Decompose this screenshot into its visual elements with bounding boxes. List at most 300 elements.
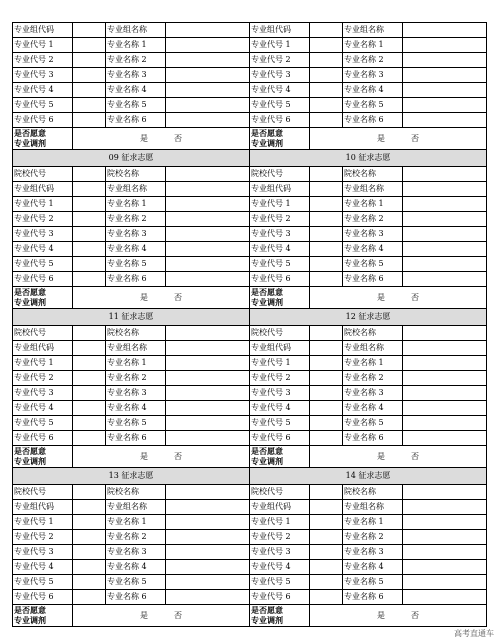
vol0-group-right-input-a[interactable]	[310, 182, 343, 197]
top-major-3-right-input-b[interactable]	[403, 68, 487, 83]
vol0-major-5-left-label-b: 专业名称 5	[106, 257, 166, 272]
vol0-school-right-label-a: 院校代号	[250, 167, 310, 182]
top-right-adjust-label: 是否愿意 专业调剂	[250, 128, 310, 150]
top-major-3-left-label-a: 专业代号 3	[13, 68, 73, 83]
vol2-major-6-right-input-a[interactable]	[310, 590, 343, 605]
vol1-left-adjust-label: 是否愿意 专业调剂	[13, 446, 73, 468]
top-major-5-right-label-b: 专业名称 5	[343, 98, 403, 113]
vol0-school-left-input-b[interactable]	[166, 167, 250, 182]
vol0-major-5-left-input-a[interactable]	[73, 257, 106, 272]
volunteer-header-row	[13, 309, 487, 326]
vol0-major-3-left-label-b: 专业名称 3	[106, 227, 166, 242]
top-major-2-left-label-a: 专业代号 2	[13, 53, 73, 68]
vol2-right-adjust-label: 是否愿意 专业调剂	[250, 605, 310, 627]
top-major-2-right-input-a[interactable]	[310, 53, 343, 68]
top-major-1-left-label-a: 专业代号 1	[13, 38, 73, 53]
top-major-6-left-input-a[interactable]	[73, 113, 106, 128]
adjustment-row	[13, 446, 487, 468]
vol0-major-3-left-input-b[interactable]	[166, 227, 250, 242]
top-group-right-label-a: 专业组代码	[250, 23, 310, 38]
vol0-major-2-right-label-a: 专业代号 2	[250, 212, 310, 227]
no-option[interactable]: 否	[411, 292, 419, 302]
vol1-group-left-input-b[interactable]	[166, 341, 250, 356]
top-major-1-right-label-b: 专业名称 1	[343, 38, 403, 53]
vol0-major-6-left-label-b: 专业名称 6	[106, 272, 166, 287]
vol0-major-2-right-input-a[interactable]	[310, 212, 343, 227]
vol1-major-3-right-input-a[interactable]	[310, 386, 343, 401]
vol0-major-3-right-input-b[interactable]	[403, 227, 487, 242]
vol2-major-5-right-label-a: 专业代号 5	[250, 575, 310, 590]
top-major-6-left-input-b[interactable]	[166, 113, 250, 128]
vol1-right-adjust-choice[interactable]	[310, 446, 487, 468]
top-group-left-input-a[interactable]	[73, 23, 106, 38]
vol1-major-1-right-input-a[interactable]	[310, 356, 343, 371]
top-major-6-right-input-a[interactable]	[310, 113, 343, 128]
top-major-2-right-label-a: 专业代号 2	[250, 53, 310, 68]
vol0-major-4-left-input-b[interactable]	[166, 242, 250, 257]
vol0-major-2-right-input-b[interactable]	[403, 212, 487, 227]
vol2-major-3-right-input-b[interactable]	[403, 545, 487, 560]
vol2-major-5-right-input-b[interactable]	[403, 575, 487, 590]
vol0-major-2-left-label-a: 专业代号 2	[13, 212, 73, 227]
vol2-major-2-right-label-b: 专业名称 2	[343, 530, 403, 545]
vol2-major-3-left-label-b: 专业名称 3	[106, 545, 166, 560]
watermark-text: 高考直通车	[454, 629, 494, 638]
top-major-4-right-input-a[interactable]	[310, 83, 343, 98]
vol0-group-right-input-b[interactable]	[403, 182, 487, 197]
vol0-major-5-left-input-b[interactable]	[166, 257, 250, 272]
vol2-school-left-input-a[interactable]	[73, 485, 106, 500]
vol1-school-left-input-a[interactable]	[73, 326, 106, 341]
vol1-major-2-left-input-b[interactable]	[166, 371, 250, 386]
vol0-major-1-right-label-a: 专业代号 1	[250, 197, 310, 212]
top-major-6-left-label-a: 专业代号 6	[13, 113, 73, 128]
vol2-school-right-input-a[interactable]	[310, 485, 343, 500]
vol1-major-1-right-label-b: 专业名称 1	[343, 356, 403, 371]
vol2-major-4-left-label-a: 专业代号 4	[13, 560, 73, 575]
adjustment-row	[13, 287, 487, 309]
form-row	[13, 23, 487, 38]
vol0-major-2-left-input-b[interactable]	[166, 212, 250, 227]
form-row	[13, 401, 487, 416]
vol2-major-5-left-input-a[interactable]	[73, 575, 106, 590]
vol0-major-5-right-label-a: 专业代号 5	[250, 257, 310, 272]
top-major-2-left-label-b: 专业名称 2	[106, 53, 166, 68]
top-major-1-left-input-b[interactable]	[166, 38, 250, 53]
vol1-major-1-left-label-a: 专业代号 1	[13, 356, 73, 371]
vol1-major-6-right-input-b[interactable]	[403, 431, 487, 446]
vol1-group-left-label-a: 专业组代码	[13, 341, 73, 356]
top-major-4-left-label-b: 专业名称 4	[106, 83, 166, 98]
form-row	[13, 530, 487, 545]
no-option[interactable]: 否	[411, 133, 419, 143]
vol0-major-2-left-label-b: 专业名称 2	[106, 212, 166, 227]
volunteer-title-right: 14 征求志愿	[250, 468, 487, 485]
adjustment-row	[13, 128, 487, 150]
vol2-major-4-right-input-b[interactable]	[403, 560, 487, 575]
vol1-major-4-right-label-b: 专业名称 4	[343, 401, 403, 416]
vol1-school-right-label-b: 院校名称	[343, 326, 403, 341]
yes-option[interactable]: 是	[377, 133, 385, 143]
form-row	[13, 197, 487, 212]
top-group-left-label-b: 专业组名称	[106, 23, 166, 38]
vol0-major-2-left-input-a[interactable]	[73, 212, 106, 227]
vol1-school-left-input-b[interactable]	[166, 326, 250, 341]
vol2-group-left-label-a: 专业组代码	[13, 500, 73, 515]
form-row	[13, 68, 487, 83]
top-major-4-right-input-b[interactable]	[403, 83, 487, 98]
form-row	[13, 575, 487, 590]
form-row	[13, 242, 487, 257]
vol1-major-5-right-label-a: 专业代号 5	[250, 416, 310, 431]
vol0-major-6-right-input-b[interactable]	[403, 272, 487, 287]
vol2-major-6-left-label-b: 专业名称 6	[106, 590, 166, 605]
vol2-major-5-left-label-b: 专业名称 5	[106, 575, 166, 590]
top-major-3-right-label-b: 专业名称 3	[343, 68, 403, 83]
volunteer-form-table	[12, 22, 487, 627]
vol2-major-3-left-input-b[interactable]	[166, 545, 250, 560]
vol0-major-4-left-label-b: 专业名称 4	[106, 242, 166, 257]
vol1-major-4-left-input-b[interactable]	[166, 401, 250, 416]
vol2-major-6-left-label-a: 专业代号 6	[13, 590, 73, 605]
vol1-major-3-right-label-a: 专业代号 3	[250, 386, 310, 401]
vol0-major-6-right-input-a[interactable]	[310, 272, 343, 287]
vol2-major-3-left-label-a: 专业代号 3	[13, 545, 73, 560]
vol2-major-6-left-input-a[interactable]	[73, 590, 106, 605]
vol2-school-left-label-b: 院校名称	[106, 485, 166, 500]
vol0-right-adjust-choice[interactable]	[310, 287, 487, 309]
form-row	[13, 590, 487, 605]
top-group-right-input-a[interactable]	[310, 23, 343, 38]
vol0-major-1-left-label-b: 专业名称 1	[106, 197, 166, 212]
vol1-school-right-input-a[interactable]	[310, 326, 343, 341]
volunteer-title-left: 13 征求志愿	[13, 468, 250, 485]
vol1-major-3-left-label-b: 专业名称 3	[106, 386, 166, 401]
top-major-4-left-input-b[interactable]	[166, 83, 250, 98]
vol0-school-left-label-a: 院校代号	[13, 167, 73, 182]
vol1-major-1-left-input-a[interactable]	[73, 356, 106, 371]
form-row	[13, 182, 487, 197]
vol0-major-1-left-label-a: 专业代号 1	[13, 197, 73, 212]
vol1-group-right-input-b[interactable]	[403, 341, 487, 356]
top-group-right-label-b: 专业组名称	[343, 23, 403, 38]
form-row	[13, 38, 487, 53]
vol1-right-adjust-label: 是否愿意 专业调剂	[250, 446, 310, 468]
vol1-major-5-right-input-a[interactable]	[310, 416, 343, 431]
vol0-major-5-right-input-a[interactable]	[310, 257, 343, 272]
form-row	[13, 416, 487, 431]
no-option[interactable]: 否	[174, 610, 182, 620]
form-row	[13, 257, 487, 272]
vol2-left-adjust-label: 是否愿意 专业调剂	[13, 605, 73, 627]
vol2-major-2-right-input-a[interactable]	[310, 530, 343, 545]
vol2-major-1-left-input-b[interactable]	[166, 515, 250, 530]
vol0-major-4-right-label-a: 专业代号 4	[250, 242, 310, 257]
vol1-major-1-right-input-b[interactable]	[403, 356, 487, 371]
vol2-major-3-right-label-b: 专业名称 3	[343, 545, 403, 560]
top-major-5-right-input-b[interactable]	[403, 98, 487, 113]
vol1-major-3-left-input-a[interactable]	[73, 386, 106, 401]
vol2-major-2-right-input-b[interactable]	[403, 530, 487, 545]
top-major-1-right-label-a: 专业代号 1	[250, 38, 310, 53]
top-major-2-left-input-b[interactable]	[166, 53, 250, 68]
vol1-major-6-left-label-b: 专业名称 6	[106, 431, 166, 446]
vol0-school-left-label-b: 院校名称	[106, 167, 166, 182]
yes-option[interactable]: 是	[377, 451, 385, 461]
vol0-school-right-input-b[interactable]	[403, 167, 487, 182]
top-major-6-right-input-b[interactable]	[403, 113, 487, 128]
form-row	[13, 167, 487, 182]
form-row	[13, 485, 487, 500]
vol0-school-right-input-a[interactable]	[310, 167, 343, 182]
volunteer-title-right: 12 征求志愿	[250, 309, 487, 326]
vol1-major-6-left-input-a[interactable]	[73, 431, 106, 446]
top-right-adjust-choice[interactable]	[310, 128, 487, 150]
vol2-major-3-right-input-a[interactable]	[310, 545, 343, 560]
top-major-4-right-label-a: 专业代号 4	[250, 83, 310, 98]
vol2-group-left-input-a[interactable]	[73, 500, 106, 515]
vol0-major-1-right-input-b[interactable]	[403, 197, 487, 212]
top-major-2-left-input-a[interactable]	[73, 53, 106, 68]
vol0-major-6-right-label-b: 专业名称 6	[343, 272, 403, 287]
vol2-major-1-right-input-a[interactable]	[310, 515, 343, 530]
form-row	[13, 98, 487, 113]
top-major-1-left-input-a[interactable]	[73, 38, 106, 53]
vol2-group-right-input-b[interactable]	[403, 500, 487, 515]
vol2-major-6-right-label-a: 专业代号 6	[250, 590, 310, 605]
volunteer-header-row	[13, 468, 487, 485]
form-row	[13, 212, 487, 227]
vol2-group-right-input-a[interactable]	[310, 500, 343, 515]
vol2-school-right-input-b[interactable]	[403, 485, 487, 500]
vol0-major-1-right-label-b: 专业名称 1	[343, 197, 403, 212]
vol0-group-left-input-b[interactable]	[166, 182, 250, 197]
top-left-adjust-label: 是否愿意 专业调剂	[13, 128, 73, 150]
top-major-1-right-input-a[interactable]	[310, 38, 343, 53]
form-row	[13, 386, 487, 401]
yes-option[interactable]: 是	[377, 292, 385, 302]
vol0-major-2-right-label-b: 专业名称 2	[343, 212, 403, 227]
vol2-major-1-left-label-a: 专业代号 1	[13, 515, 73, 530]
vol1-major-2-right-input-a[interactable]	[310, 371, 343, 386]
top-major-3-right-input-a[interactable]	[310, 68, 343, 83]
vol1-school-left-label-a: 院校代号	[13, 326, 73, 341]
vol1-major-4-right-input-b[interactable]	[403, 401, 487, 416]
top-major-3-left-input-b[interactable]	[166, 68, 250, 83]
top-major-6-right-label-b: 专业名称 6	[343, 113, 403, 128]
top-major-2-right-label-b: 专业名称 2	[343, 53, 403, 68]
vol0-major-3-right-input-a[interactable]	[310, 227, 343, 242]
vol2-major-5-right-input-a[interactable]	[310, 575, 343, 590]
vol2-school-left-label-a: 院校代号	[13, 485, 73, 500]
form-row	[13, 227, 487, 242]
vol1-major-6-left-input-b[interactable]	[166, 431, 250, 446]
top-major-1-right-input-b[interactable]	[403, 38, 487, 53]
vol1-major-3-right-input-b[interactable]	[403, 386, 487, 401]
vol1-major-5-left-input-b[interactable]	[166, 416, 250, 431]
vol0-major-4-left-input-a[interactable]	[73, 242, 106, 257]
vol0-group-left-label-b: 专业组名称	[106, 182, 166, 197]
vol0-group-left-label-a: 专业组代码	[13, 182, 73, 197]
vol1-major-2-left-input-a[interactable]	[73, 371, 106, 386]
vol1-major-5-left-input-a[interactable]	[73, 416, 106, 431]
no-option[interactable]: 否	[174, 292, 182, 302]
vol2-group-left-input-b[interactable]	[166, 500, 250, 515]
vol2-group-left-label-b: 专业组名称	[106, 500, 166, 515]
vol0-major-6-left-input-b[interactable]	[166, 272, 250, 287]
volunteer-header-row	[13, 150, 487, 167]
volunteer-title-left: 11 征求志愿	[13, 309, 250, 326]
form-row	[13, 431, 487, 446]
vol0-left-adjust-choice[interactable]	[73, 287, 250, 309]
top-major-4-left-input-a[interactable]	[73, 83, 106, 98]
vol2-major-2-left-input-b[interactable]	[166, 530, 250, 545]
top-major-3-right-label-a: 专业代号 3	[250, 68, 310, 83]
vol1-major-2-right-label-b: 专业名称 2	[343, 371, 403, 386]
vol2-major-3-left-input-a[interactable]	[73, 545, 106, 560]
vol0-major-5-right-label-b: 专业名称 5	[343, 257, 403, 272]
vol0-major-1-left-input-a[interactable]	[73, 197, 106, 212]
vol1-major-2-right-input-b[interactable]	[403, 371, 487, 386]
vol2-major-4-left-input-b[interactable]	[166, 560, 250, 575]
vol2-major-6-right-label-b: 专业名称 6	[343, 590, 403, 605]
volunteer-title-right: 10 征求志愿	[250, 150, 487, 167]
no-option[interactable]: 否	[174, 451, 182, 461]
vol0-major-5-right-input-b[interactable]	[403, 257, 487, 272]
vol2-major-4-right-label-a: 专业代号 4	[250, 560, 310, 575]
vol1-group-left-input-a[interactable]	[73, 341, 106, 356]
vol2-major-4-left-label-b: 专业名称 4	[106, 560, 166, 575]
volunteer-title-left: 09 征求志愿	[13, 150, 250, 167]
vol1-major-2-right-label-a: 专业代号 2	[250, 371, 310, 386]
top-major-5-left-input-a[interactable]	[73, 98, 106, 113]
vol2-major-2-right-label-a: 专业代号 2	[250, 530, 310, 545]
top-left-adjust-choice[interactable]	[73, 128, 250, 150]
yes-option[interactable]: 是	[140, 610, 148, 620]
vol2-school-right-label-b: 院校名称	[343, 485, 403, 500]
vol2-right-adjust-choice[interactable]	[310, 605, 487, 627]
vol2-major-4-right-label-b: 专业名称 4	[343, 560, 403, 575]
vol0-major-4-right-input-a[interactable]	[310, 242, 343, 257]
vol0-major-3-right-label-a: 专业代号 3	[250, 227, 310, 242]
no-option[interactable]: 否	[174, 133, 182, 143]
vol2-group-right-label-a: 专业组代码	[250, 500, 310, 515]
vol1-major-3-left-input-b[interactable]	[166, 386, 250, 401]
vol1-major-1-right-label-a: 专业代号 1	[250, 356, 310, 371]
vol0-major-3-right-label-b: 专业名称 3	[343, 227, 403, 242]
vol1-major-6-right-input-a[interactable]	[310, 431, 343, 446]
top-major-5-right-label-a: 专业代号 5	[250, 98, 310, 113]
no-option[interactable]: 否	[411, 610, 419, 620]
vol2-major-1-right-label-b: 专业名称 1	[343, 515, 403, 530]
vol1-major-2-left-label-a: 专业代号 2	[13, 371, 73, 386]
yes-option[interactable]: 是	[140, 133, 148, 143]
vol0-major-3-left-input-a[interactable]	[73, 227, 106, 242]
form-row	[13, 341, 487, 356]
yes-option[interactable]: 是	[377, 610, 385, 620]
form-row	[13, 560, 487, 575]
vol2-major-1-left-input-a[interactable]	[73, 515, 106, 530]
top-group-right-input-b[interactable]	[403, 23, 487, 38]
yes-option[interactable]: 是	[140, 451, 148, 461]
top-group-left-label-a: 专业组代码	[13, 23, 73, 38]
vol2-major-6-right-input-b[interactable]	[403, 590, 487, 605]
vol1-group-right-input-a[interactable]	[310, 341, 343, 356]
top-major-6-left-label-b: 专业名称 6	[106, 113, 166, 128]
vol0-left-adjust-label: 是否愿意 专业调剂	[13, 287, 73, 309]
vol0-school-left-input-a[interactable]	[73, 167, 106, 182]
no-option[interactable]: 否	[411, 451, 419, 461]
vol1-major-2-left-label-b: 专业名称 2	[106, 371, 166, 386]
top-major-4-left-label-a: 专业代号 4	[13, 83, 73, 98]
form-row	[13, 272, 487, 287]
vol1-major-1-left-label-b: 专业名称 1	[106, 356, 166, 371]
vol2-major-4-right-input-a[interactable]	[310, 560, 343, 575]
vol2-major-6-left-input-b[interactable]	[166, 590, 250, 605]
vol2-major-2-left-label-b: 专业名称 2	[106, 530, 166, 545]
vol1-school-right-input-b[interactable]	[403, 326, 487, 341]
top-major-5-left-input-b[interactable]	[166, 98, 250, 113]
vol2-major-5-left-label-a: 专业代号 5	[13, 575, 73, 590]
vol0-major-1-left-input-b[interactable]	[166, 197, 250, 212]
vol2-major-4-left-input-a[interactable]	[73, 560, 106, 575]
vol0-major-3-left-label-a: 专业代号 3	[13, 227, 73, 242]
top-group-left-input-b[interactable]	[166, 23, 250, 38]
vol2-major-5-left-input-b[interactable]	[166, 575, 250, 590]
top-major-6-right-label-a: 专业代号 6	[250, 113, 310, 128]
vol0-major-6-left-input-a[interactable]	[73, 272, 106, 287]
vol1-major-3-right-label-b: 专业名称 3	[343, 386, 403, 401]
vol0-major-1-right-input-a[interactable]	[310, 197, 343, 212]
vol2-school-right-label-a: 院校代号	[250, 485, 310, 500]
vol1-major-4-left-input-a[interactable]	[73, 401, 106, 416]
vol1-major-5-right-input-b[interactable]	[403, 416, 487, 431]
top-major-5-right-input-a[interactable]	[310, 98, 343, 113]
vol0-major-6-right-label-a: 专业代号 6	[250, 272, 310, 287]
form-row	[13, 545, 487, 560]
vol0-right-adjust-label: 是否愿意 专业调剂	[250, 287, 310, 309]
vol2-major-2-left-label-a: 专业代号 2	[13, 530, 73, 545]
vol1-group-left-label-b: 专业组名称	[106, 341, 166, 356]
vol2-major-1-left-label-b: 专业名称 1	[106, 515, 166, 530]
vol0-school-right-label-b: 院校名称	[343, 167, 403, 182]
vol1-left-adjust-choice[interactable]	[73, 446, 250, 468]
top-major-2-right-input-b[interactable]	[403, 53, 487, 68]
vol2-major-1-right-input-b[interactable]	[403, 515, 487, 530]
vol2-major-2-left-input-a[interactable]	[73, 530, 106, 545]
top-major-5-left-label-a: 专业代号 5	[13, 98, 73, 113]
vol0-group-left-input-a[interactable]	[73, 182, 106, 197]
yes-option[interactable]: 是	[140, 292, 148, 302]
vol0-major-4-right-label-b: 专业名称 4	[343, 242, 403, 257]
vol1-major-4-right-label-a: 专业代号 4	[250, 401, 310, 416]
vol0-major-4-right-input-b[interactable]	[403, 242, 487, 257]
form-row	[13, 83, 487, 98]
vol1-major-1-left-input-b[interactable]	[166, 356, 250, 371]
vol0-major-4-left-label-a: 专业代号 4	[13, 242, 73, 257]
vol1-major-4-right-input-a[interactable]	[310, 401, 343, 416]
vol0-group-right-label-a: 专业组代码	[250, 182, 310, 197]
vol1-school-left-label-b: 院校名称	[106, 326, 166, 341]
adjustment-row	[13, 605, 487, 627]
vol2-left-adjust-choice[interactable]	[73, 605, 250, 627]
top-major-5-left-label-b: 专业名称 5	[106, 98, 166, 113]
vol1-major-3-left-label-a: 专业代号 3	[13, 386, 73, 401]
vol1-major-6-left-label-a: 专业代号 6	[13, 431, 73, 446]
top-major-3-left-input-a[interactable]	[73, 68, 106, 83]
vol2-school-left-input-b[interactable]	[166, 485, 250, 500]
form-row	[13, 356, 487, 371]
